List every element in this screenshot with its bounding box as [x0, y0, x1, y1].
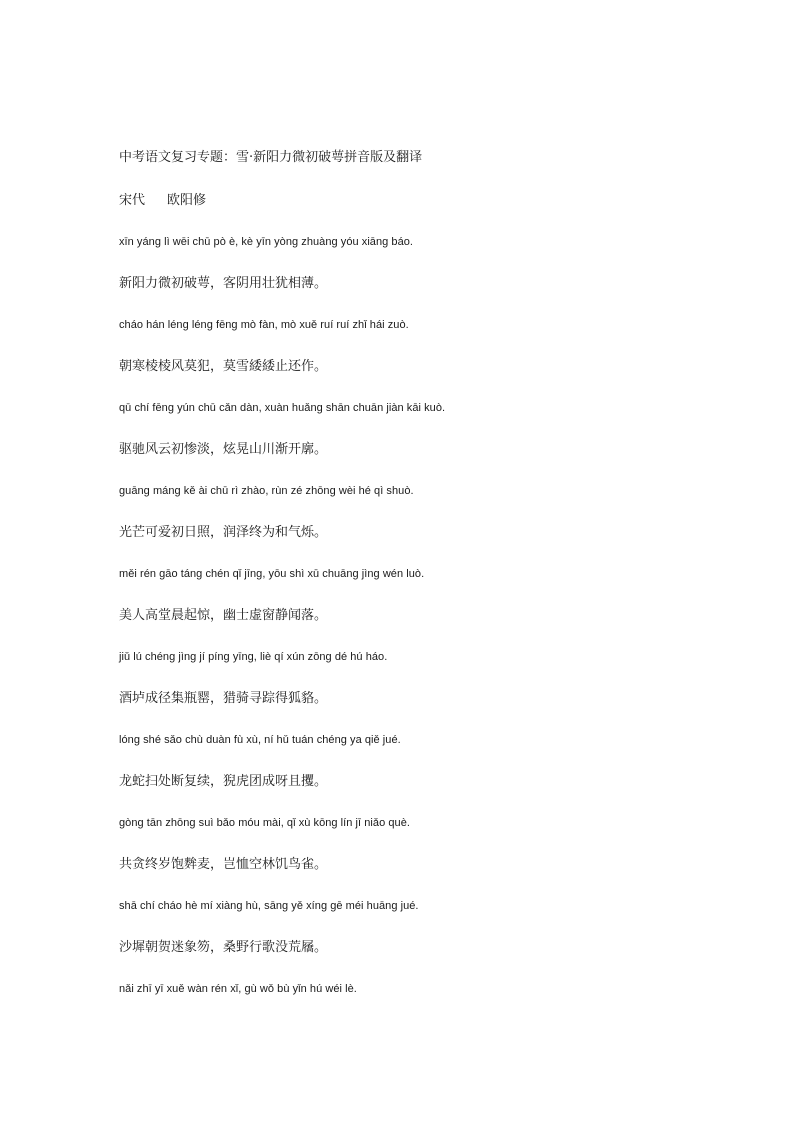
pinyin-line: měi rén gāo táng chén qǐ jīng, yōu shì xū chuāng jìng wén luò.: [119, 568, 425, 580]
verse-line: 美人高堂晨起惊，幽士虚窗静闻落。: [119, 608, 328, 623]
pinyin-line: nǎi zhī yī xuě wàn rén xǐ, gù wǒ bù yǐn hú wéi lè.: [119, 983, 357, 995]
verse-line: 驱驰风云初惨淡，炫晃山川渐开廓。: [119, 442, 328, 457]
pinyin-line: gòng tān zhōng suì bǎo móu mài, qǐ xù kōng lín jī niǎo què.: [119, 817, 410, 829]
poem-line-pair: [119, 731, 679, 792]
pinyin-line: qū chí fēng yún chū cǎn dàn, xuàn huǎng shān chuān jiàn kāi kuò.: [119, 402, 446, 414]
author-name: 欧阳修: [167, 193, 207, 208]
poem-line-pair: [119, 316, 679, 377]
pinyin-line: jiǔ lú chéng jìng jí píng yīng, liè qí xún zōng dé hú háo.: [119, 651, 388, 663]
pinyin-line: xīn yáng lì wēi chū pò è, kè yīn yòng zhuàng yóu xiāng báo.: [119, 236, 414, 248]
poem-line-pair: [119, 648, 679, 709]
verse-line: 龙蛇扫处断复续，猊虎团成呀且攫。: [119, 774, 328, 789]
verse-line: 光芒可爱初日照，润泽终为和气烁。: [119, 525, 328, 540]
document-title: 中考语文复习专题：雪·新阳力微初破萼拼音版及翻译: [119, 150, 423, 165]
poem-line-pair: [119, 482, 679, 543]
verse-line: 朝寒棱棱风莫犯，莫雪緌緌止还作。: [119, 359, 328, 374]
pinyin-line: lóng shé sǎo chù duàn fù xù, ní hǔ tuán chéng ya qiě jué.: [119, 734, 401, 746]
pinyin-line: cháo hán léng léng fēng mò fàn, mò xuě ruí ruí zhǐ hái zuò.: [119, 319, 409, 331]
verse-line: 共贪终岁饱麰麦，岂恤空林饥鸟雀。: [119, 857, 328, 872]
poem-lines: [119, 233, 679, 998]
pinyin-line: shā chí cháo hè mí xiàng hù, sāng yě xíng gē méi huāng jué.: [119, 900, 419, 912]
poem-line-pair: [119, 980, 679, 998]
pinyin-line: guāng máng kě ài chū rì zhào, rùn zé zhōng wèi hé qì shuò.: [119, 485, 414, 497]
poem-line-pair: [119, 814, 679, 875]
dynasty: 宋代: [119, 193, 146, 208]
verse-line: 酒垆成径集瓶罂，猎骑寻踪得狐貉。: [119, 691, 328, 706]
verse-line: 沙墀朝贺迷象笏，桑野行歌没荒屩。: [119, 940, 328, 955]
document-body: [119, 148, 679, 1021]
author-line: [119, 191, 679, 211]
poem-line-pair: [119, 399, 679, 460]
poem-line-pair: [119, 897, 679, 958]
verse-line: 新阳力微初破萼，客阴用壮犹相薄。: [119, 276, 328, 291]
poem-line-pair: [119, 233, 679, 294]
poem-line-pair: [119, 565, 679, 626]
